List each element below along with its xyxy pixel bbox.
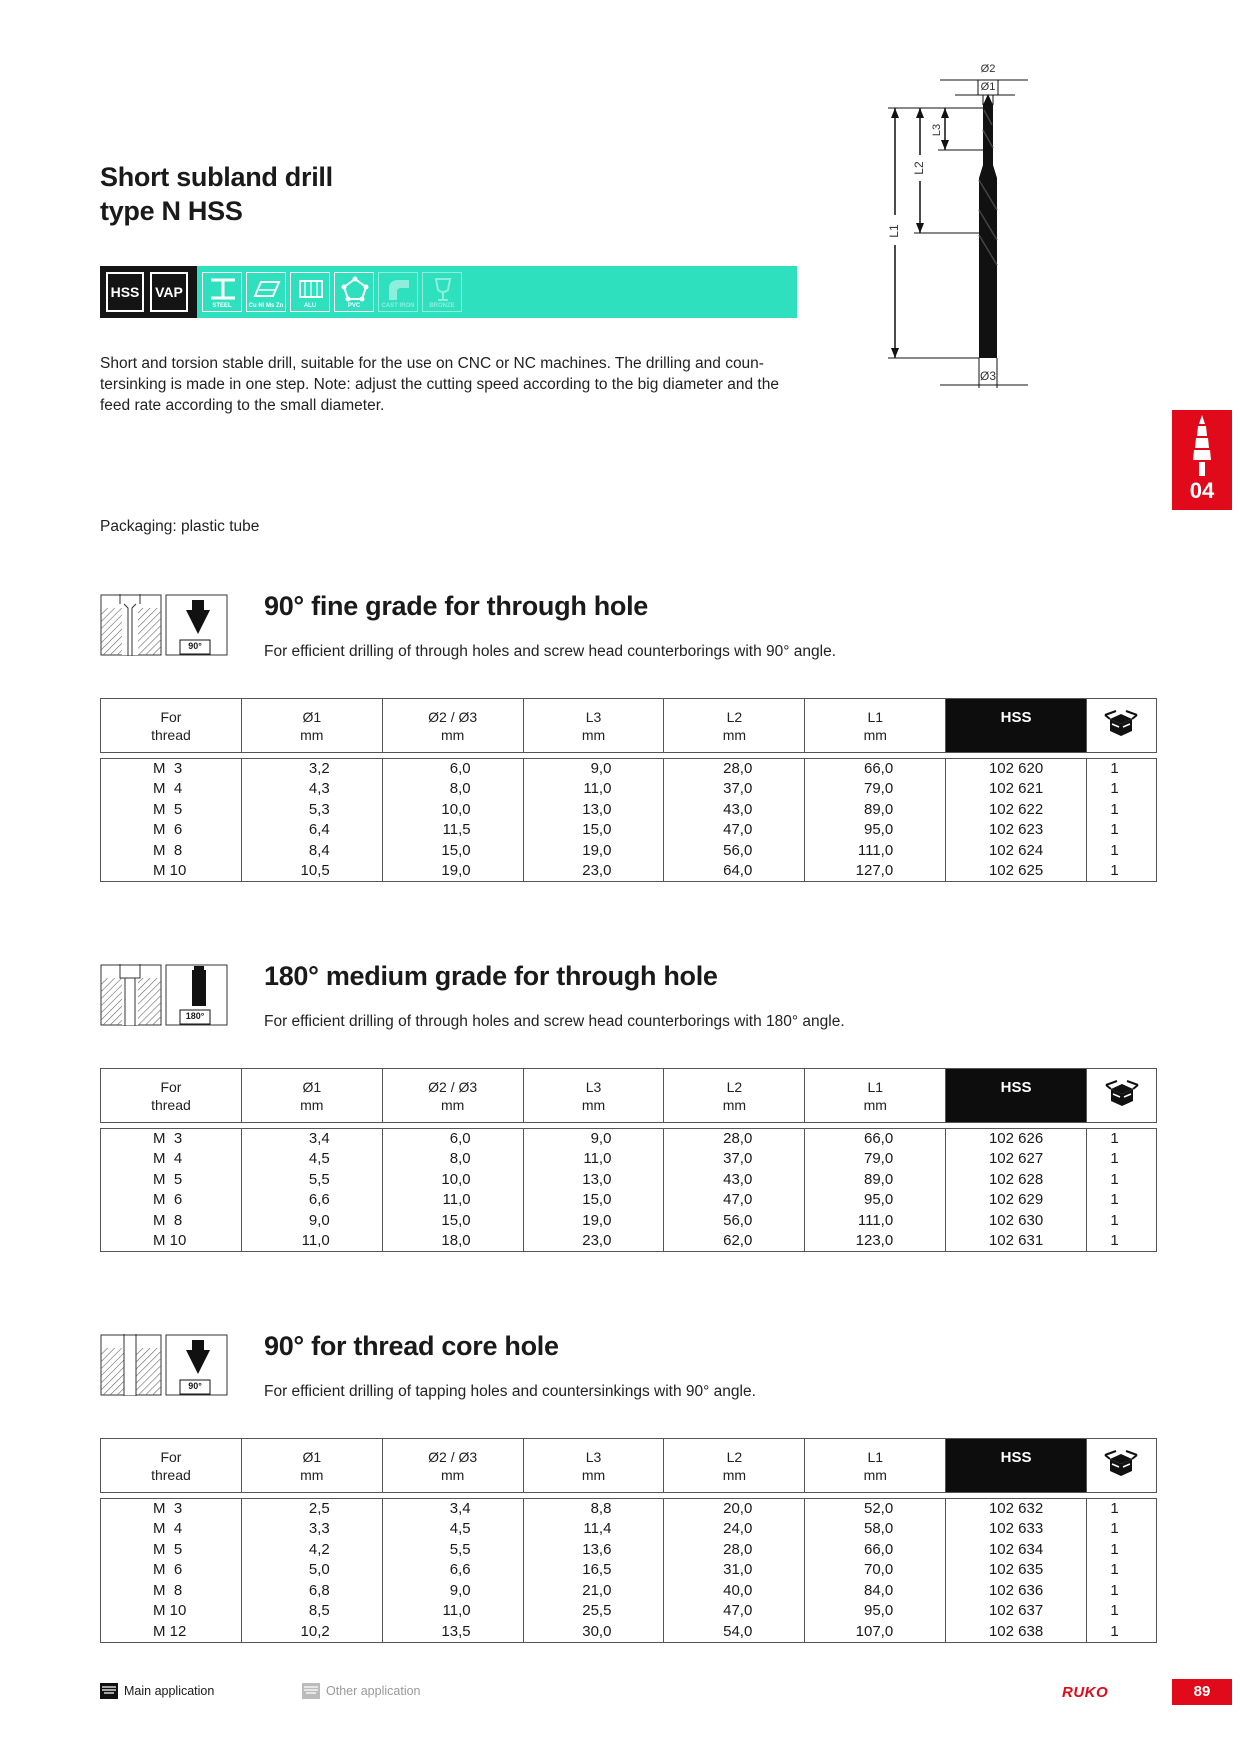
header-pack (1086, 1439, 1156, 1493)
header-hss: HSS (946, 1069, 1087, 1123)
package-box-icon (1102, 709, 1140, 739)
cell-article: 102 634 (946, 1540, 1087, 1561)
cell-qty: 1 (1086, 759, 1156, 780)
header-label: For (160, 708, 182, 725)
header-unit: thread (151, 1466, 191, 1483)
cell-l2: 28,0 (664, 1129, 805, 1150)
header-unit: mm (722, 726, 747, 743)
cell-d23: 6,0 (382, 759, 523, 780)
title-line-1: Short subland drill (100, 162, 333, 192)
section-subtitle: For efficient drilling of through holes and screw head counterborings with 90° angle. (264, 643, 837, 660)
header-label: Ø1 (302, 1448, 322, 1465)
aluminium-profile-icon (297, 276, 325, 302)
cell-l2: 31,0 (664, 1560, 805, 1581)
table-row (101, 1149, 1157, 1170)
cell-thread: M 8 (101, 1581, 242, 1602)
cell-l3: 15,0 (523, 1190, 664, 1211)
material-bar (100, 266, 797, 318)
cell-l1: 66,0 (805, 1129, 946, 1150)
cell-l3: 30,0 (523, 1622, 664, 1643)
cell-thread: M 6 (101, 1190, 242, 1211)
cell-d23: 6,6 (382, 1560, 523, 1581)
section-subtitle: For efficient drilling of through holes and screw head counterborings with 180° angle. (264, 1013, 845, 1030)
header-unit: mm (863, 1466, 887, 1483)
header-unit: mm (581, 726, 606, 743)
cell-l2: 62,0 (664, 1231, 805, 1252)
d2-label: Ø2 (980, 63, 996, 75)
table-row (101, 779, 1157, 800)
cell-qty: 1 (1086, 1560, 1156, 1581)
cell-d1: 5,0 (241, 1560, 382, 1581)
material-label: PVC (347, 303, 361, 309)
cell-article: 102 624 (946, 841, 1087, 862)
cell-d1: 11,0 (241, 1231, 382, 1252)
header-d23 (382, 1069, 523, 1123)
cell-l3: 23,0 (523, 861, 664, 882)
cell-article: 102 622 (946, 800, 1087, 821)
material-label: ALU (303, 303, 317, 309)
header-label: L2 (726, 1078, 743, 1095)
material-label: Cu Ni Ms Zn (248, 303, 284, 309)
cell-thread: M 4 (101, 779, 242, 800)
section-application-icons (100, 594, 228, 656)
header-unit: mm (722, 1466, 747, 1483)
cell-qty: 1 (1086, 1540, 1156, 1561)
cell-article: 102 625 (946, 861, 1087, 882)
cell-l3: 9,0 (523, 759, 664, 780)
cell-l3: 15,0 (523, 820, 664, 841)
header-d23 (382, 1439, 523, 1493)
cell-l3: 11,4 (523, 1519, 664, 1540)
cell-d1: 3,3 (241, 1519, 382, 1540)
material-alu (290, 272, 330, 312)
cell-l1: 127,0 (805, 861, 946, 882)
cell-article: 102 638 (946, 1622, 1087, 1643)
cell-d1: 5,5 (241, 1170, 382, 1191)
cell-l2: 54,0 (664, 1622, 805, 1643)
cell-l2: 47,0 (664, 1190, 805, 1211)
cell-d1: 2,5 (241, 1499, 382, 1520)
cell-d23: 4,5 (382, 1519, 523, 1540)
cell-d1: 10,2 (241, 1622, 382, 1643)
table-row (101, 759, 1157, 780)
cell-d1: 10,5 (241, 861, 382, 882)
header-l2 (664, 699, 805, 753)
cell-qty: 1 (1086, 800, 1156, 821)
cell-thread: M 5 (101, 800, 242, 821)
table-header (101, 1439, 1157, 1493)
header-l1 (805, 1069, 946, 1123)
table-row (101, 1601, 1157, 1622)
cell-d1: 5,3 (241, 800, 382, 821)
header-d1 (241, 699, 382, 753)
d1-label: Ø1 (980, 81, 996, 93)
cell-thread: M 8 (101, 841, 242, 862)
cell-l2: 20,0 (664, 1499, 805, 1520)
cell-l1: 89,0 (805, 1170, 946, 1191)
header-label: L2 (726, 1448, 743, 1465)
other-application-icon (302, 1683, 320, 1699)
cell-qty: 1 (1086, 861, 1156, 882)
cell-d1: 8,5 (241, 1601, 382, 1622)
spec-table (100, 698, 1157, 882)
legend-other-application (302, 1683, 421, 1699)
chapter-number: 04 (1189, 478, 1215, 503)
cell-article: 102 630 (946, 1211, 1087, 1232)
vap-badge: VAP (150, 272, 188, 312)
table-row (101, 1190, 1157, 1211)
cell-d23: 15,0 (382, 1211, 523, 1232)
material-label: CAST IRON (381, 303, 415, 309)
cell-l3: 19,0 (523, 841, 664, 862)
cell-article: 102 631 (946, 1231, 1087, 1252)
cell-l1: 58,0 (805, 1519, 946, 1540)
cell-thread: M 10 (101, 1231, 242, 1252)
cell-qty: 1 (1086, 820, 1156, 841)
cell-d1: 4,2 (241, 1540, 382, 1561)
header-unit: mm (441, 1096, 465, 1113)
table-row (101, 800, 1157, 821)
header-l1 (805, 1439, 946, 1493)
header-unit: mm (441, 1466, 465, 1483)
cell-l2: 37,0 (664, 1149, 805, 1170)
header-label: For (160, 1448, 182, 1465)
cell-qty: 1 (1087, 1211, 1157, 1232)
cell-l1: 95,0 (805, 1190, 946, 1211)
section-application-icons (100, 1334, 228, 1396)
cell-d1: 4,5 (241, 1149, 382, 1170)
cell-d1: 6,8 (241, 1581, 382, 1602)
table-row (101, 1622, 1157, 1643)
cell-article: 102 632 (946, 1499, 1087, 1520)
spec-table (100, 1438, 1157, 1643)
cell-l2: 43,0 (664, 800, 805, 821)
header-label: L1 (867, 708, 884, 725)
cell-article: 102 637 (946, 1601, 1087, 1622)
header-unit: mm (863, 726, 887, 743)
material-label: BRONZE (429, 303, 455, 309)
cell-l1: 66,0 (805, 1540, 946, 1561)
cell-thread: M 10 (101, 861, 242, 882)
section-application-icons (100, 964, 228, 1026)
package-box-icon (1102, 1449, 1140, 1479)
cell-l2: 56,0 (664, 1211, 805, 1232)
cell-thread: M 3 (101, 759, 242, 780)
cell-d23: 6,0 (382, 1129, 523, 1150)
cell-l1: 70,0 (805, 1560, 946, 1581)
table-row (101, 1231, 1157, 1252)
cell-l1: 111,0 (805, 841, 946, 862)
metal-sheet-icon (253, 276, 281, 302)
cell-l3: 11,0 (523, 779, 664, 800)
steel-beam-icon (209, 276, 237, 302)
cell-d23: 8,0 (382, 779, 523, 800)
cell-l2: 37,0 (664, 779, 805, 800)
cell-qty: 1 (1087, 1190, 1157, 1211)
material-cu-ni-ms-zn (246, 272, 286, 312)
cell-qty: 1 (1086, 779, 1156, 800)
table-row (101, 1170, 1157, 1191)
header-label: Ø2 / Ø3 (428, 708, 478, 725)
cell-d1: 3,2 (241, 759, 382, 780)
table-header (101, 1069, 1157, 1123)
cell-qty: 1 (1086, 841, 1156, 862)
cell-d23: 5,5 (382, 1540, 523, 1561)
material-cast-iron (378, 272, 418, 312)
header-thread (101, 1069, 242, 1123)
header-unit: mm (441, 726, 465, 743)
header-d23 (382, 699, 523, 753)
header-unit: mm (863, 1096, 887, 1113)
cell-qty: 1 (1087, 1129, 1157, 1150)
product-description: Short and torsion stable drill, suitable for the use on CNC or NC machines. The drilling and coun-tersinking is made in one step. Note: adjust the cutting speed according to the big diameter and the feed rate according to the small diameter. (100, 355, 779, 414)
drill-dimension-drawing (880, 50, 1140, 400)
cell-d23: 11,0 (382, 1601, 523, 1622)
header-pack (1086, 699, 1156, 753)
spec-table (100, 1068, 1157, 1252)
cell-l1: 107,0 (805, 1622, 946, 1643)
cell-qty: 1 (1086, 1519, 1156, 1540)
hss-badge: HSS (106, 272, 144, 312)
cell-l3: 19,0 (523, 1211, 664, 1232)
l1-label: L1 (887, 224, 901, 238)
cell-l1: 52,0 (805, 1499, 946, 1520)
title-line-2: type N HSS (100, 196, 243, 226)
cell-thread: M 8 (101, 1211, 242, 1232)
cell-l2: 47,0 (664, 820, 805, 841)
header-hss: HSS (946, 1439, 1087, 1493)
header-unit: mm (300, 1096, 324, 1113)
cell-l2: 64,0 (664, 861, 805, 882)
header-l3 (523, 1439, 664, 1493)
header-l3 (523, 1069, 664, 1123)
header-unit: mm (300, 1466, 324, 1483)
cell-qty: 1 (1087, 1170, 1157, 1191)
table-row (101, 1519, 1157, 1540)
package-box-icon (1103, 1079, 1141, 1109)
legend-main-application (100, 1683, 214, 1699)
header-pack (1087, 1069, 1157, 1123)
table-row (101, 1499, 1157, 1520)
cast-pipe-icon (385, 276, 413, 302)
angle-label: 90° (188, 1381, 202, 1391)
cell-article: 102 635 (946, 1560, 1087, 1581)
cell-d23: 9,0 (382, 1581, 523, 1602)
cell-l3: 16,5 (523, 1560, 664, 1581)
table-row (101, 1560, 1157, 1581)
cell-d1: 8,4 (241, 841, 382, 862)
material-bronze (422, 272, 462, 312)
page-title (100, 160, 333, 228)
cell-article: 102 626 (946, 1129, 1087, 1150)
cell-l1: 89,0 (805, 800, 946, 821)
cell-article: 102 621 (946, 779, 1087, 800)
cell-article: 102 623 (946, 820, 1087, 841)
table-row (101, 1540, 1157, 1561)
cell-d1: 3,4 (241, 1129, 382, 1150)
header-label: L3 (585, 1448, 602, 1465)
table-row (101, 861, 1157, 882)
header-l3 (523, 699, 664, 753)
cell-l3: 13,6 (523, 1540, 664, 1561)
cell-article: 102 627 (946, 1149, 1087, 1170)
cell-d23: 10,0 (382, 800, 523, 821)
cell-l2: 47,0 (664, 1601, 805, 1622)
header-unit: thread (151, 1096, 191, 1113)
header-thread (101, 699, 242, 753)
header-unit: thread (151, 726, 191, 743)
header-label: L2 (726, 708, 743, 725)
header-hss: HSS (946, 699, 1087, 753)
table-row (101, 841, 1157, 862)
step-drill-icon (1172, 410, 1232, 480)
cell-l3: 13,0 (523, 1170, 664, 1191)
cell-thread: M 3 (101, 1499, 242, 1520)
cell-l1: 123,0 (805, 1231, 946, 1252)
cell-l3: 21,0 (523, 1581, 664, 1602)
cell-d23: 15,0 (382, 841, 523, 862)
page-number: 89 (1172, 1679, 1232, 1705)
angle-label: 180° (185, 1011, 205, 1021)
cell-qty: 1 (1087, 1231, 1157, 1252)
header-label: L3 (585, 708, 602, 725)
cell-l1: 111,0 (805, 1211, 946, 1232)
header-l2 (664, 1439, 805, 1493)
cell-thread: M 6 (101, 820, 242, 841)
section-title: 180° medium grade for through hole (264, 961, 718, 991)
cell-l1: 84,0 (805, 1581, 946, 1602)
l3-label: L3 (931, 123, 943, 137)
cell-thread: M 3 (101, 1129, 242, 1150)
cell-article: 102 628 (946, 1170, 1087, 1191)
main-application-label: Main application (124, 1684, 215, 1698)
header-label: Ø1 (302, 708, 322, 725)
cell-d23: 13,5 (382, 1622, 523, 1643)
cell-l1: 66,0 (805, 759, 946, 780)
cell-d23: 11,0 (382, 1190, 523, 1211)
cell-thread: M 4 (101, 1149, 242, 1170)
header-l2 (664, 1069, 805, 1123)
chapter-tab (1172, 410, 1232, 510)
bronze-cup-icon (429, 276, 457, 302)
header-label: Ø2 / Ø3 (428, 1448, 478, 1465)
main-application-icon (100, 1683, 118, 1699)
packaging-info: Packaging: plastic tube (100, 518, 260, 535)
header-unit: mm (581, 1466, 606, 1483)
cell-l2: 28,0 (664, 1540, 805, 1561)
header-unit: mm (722, 1096, 747, 1113)
material-steel (202, 272, 242, 312)
cell-l3: 9,0 (523, 1129, 664, 1150)
cell-l1: 79,0 (805, 1149, 946, 1170)
cell-d1: 6,6 (241, 1190, 382, 1211)
table-row (101, 820, 1157, 841)
cell-thread: M 4 (101, 1519, 242, 1540)
cell-d1: 4,3 (241, 779, 382, 800)
l2-label: L2 (912, 161, 926, 175)
section-subtitle: For efficient drilling of tapping holes and countersinkings with 90° angle. (264, 1383, 756, 1400)
header-d1 (241, 1069, 382, 1123)
header-d1 (241, 1439, 382, 1493)
cell-l1: 95,0 (805, 1601, 946, 1622)
section-title: 90° for thread core hole (264, 1331, 559, 1361)
header-thread (101, 1439, 242, 1493)
cell-l2: 24,0 (664, 1519, 805, 1540)
brand-logo: RUKO (1062, 1684, 1109, 1701)
header-unit: mm (300, 726, 324, 743)
cell-d23: 11,5 (382, 820, 523, 841)
cell-d23: 19,0 (382, 861, 523, 882)
cell-l2: 40,0 (664, 1581, 805, 1602)
table-header (101, 699, 1157, 753)
cell-d23: 3,4 (382, 1499, 523, 1520)
table-row (101, 1211, 1157, 1232)
cell-thread: M 5 (101, 1540, 242, 1561)
header-label: L1 (867, 1448, 884, 1465)
cell-l3: 13,0 (523, 800, 664, 821)
d3-label: Ø3 (979, 369, 997, 383)
cell-d1: 9,0 (241, 1211, 382, 1232)
header-unit: mm (581, 1096, 606, 1113)
cell-qty: 1 (1086, 1499, 1156, 1520)
cell-d23: 18,0 (382, 1231, 523, 1252)
cell-thread: M 5 (101, 1170, 242, 1191)
header-l1 (805, 699, 946, 753)
cell-thread: M 12 (101, 1622, 242, 1643)
cell-qty: 1 (1086, 1622, 1156, 1643)
cell-l2: 28,0 (664, 759, 805, 780)
cell-d23: 10,0 (382, 1170, 523, 1191)
cell-article: 102 633 (946, 1519, 1087, 1540)
table-row (101, 1581, 1157, 1602)
cell-d23: 8,0 (382, 1149, 523, 1170)
cell-l3: 11,0 (523, 1149, 664, 1170)
other-application-label: Other application (326, 1684, 421, 1698)
header-label: L3 (585, 1078, 602, 1095)
header-label: For (160, 1078, 182, 1095)
cell-l1: 79,0 (805, 779, 946, 800)
cell-l3: 23,0 (523, 1231, 664, 1252)
plastic-molecule-icon (341, 276, 369, 302)
cell-qty: 1 (1086, 1581, 1156, 1602)
cell-thread: M 6 (101, 1560, 242, 1581)
cell-article: 102 620 (946, 759, 1087, 780)
material-pvc (334, 272, 374, 312)
cell-article: 102 629 (946, 1190, 1087, 1211)
header-label: Ø2 / Ø3 (428, 1078, 478, 1095)
cell-l3: 8,8 (523, 1499, 664, 1520)
header-label: L1 (867, 1078, 884, 1095)
section-title: 90° fine grade for through hole (264, 591, 649, 621)
cell-l1: 95,0 (805, 820, 946, 841)
cell-article: 102 636 (946, 1581, 1087, 1602)
table-row (101, 1129, 1157, 1150)
header-label: Ø1 (302, 1078, 322, 1095)
cell-l2: 43,0 (664, 1170, 805, 1191)
cell-thread: M 10 (101, 1601, 242, 1622)
angle-label: 90° (188, 641, 202, 651)
cell-l3: 25,5 (523, 1601, 664, 1622)
cell-qty: 1 (1086, 1601, 1156, 1622)
cell-qty: 1 (1087, 1149, 1157, 1170)
material-label: STEEL (212, 303, 232, 309)
cell-l2: 56,0 (664, 841, 805, 862)
cell-d1: 6,4 (241, 820, 382, 841)
